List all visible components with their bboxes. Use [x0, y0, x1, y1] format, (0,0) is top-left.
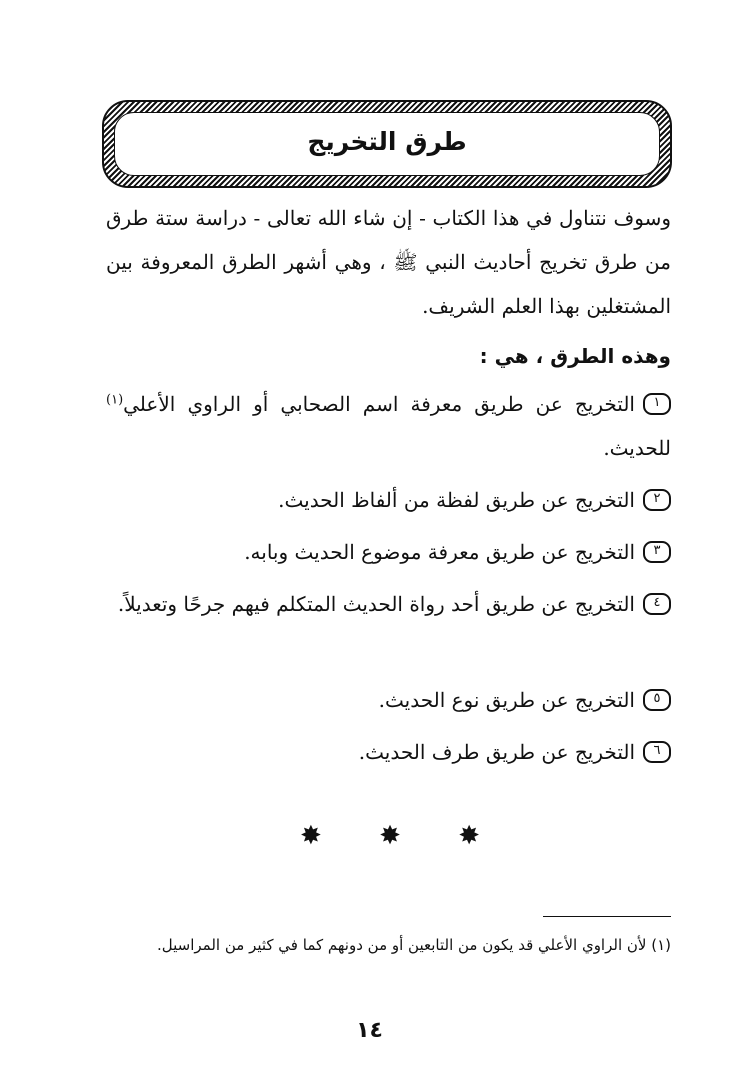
list-item	[106, 730, 671, 774]
footnote-divider	[543, 916, 671, 917]
intro-paragraph: وسوف نتناول في هذا الكتاب - إن شاء الله تعالى - دراسة ستة طرق من طرق تخريج أحاديث النبي ﷺ ، وهي أشهر الطرق المعروفة بين المشتغلين بهذا العلم الشريف.	[106, 206, 671, 318]
page-number: ١٤	[356, 1018, 383, 1043]
star-ornament-icon: ✸	[458, 821, 480, 851]
item-number-badge: ٤	[643, 593, 671, 615]
item-text: التخريج عن طريق معرفة اسم الصحابي أو الراوي الأعلي	[123, 392, 635, 416]
star-ornament-icon: ✸	[300, 821, 322, 851]
title-frame	[114, 112, 660, 176]
item-number-badge: ٥	[643, 689, 671, 711]
page-title: طرق التخريج	[307, 126, 467, 156]
list-item	[106, 382, 671, 470]
item-number-badge: ٢	[643, 489, 671, 511]
item-text: التخريج عن طريق لفظة من ألفاظ الحديث.	[278, 488, 635, 512]
item-text: التخريج عن طريق نوع الحديث.	[378, 688, 635, 712]
list-item	[106, 582, 671, 626]
item-number-badge: ٣	[643, 541, 671, 563]
item-text: التخريج عن طريق معرفة موضوع الحديث وبابه.	[244, 540, 635, 564]
item-text: التخريج عن طريق أحد رواة الحديث المتكلم فيهم جرحًا وتعديلاً.	[117, 592, 635, 616]
footnote-reference[interactable]: (١)	[106, 392, 124, 408]
item-number-badge: ١	[643, 393, 671, 415]
title-banner	[102, 100, 672, 188]
list-item	[106, 678, 671, 722]
star-ornament-icon: ✸	[379, 821, 401, 851]
item-number-badge: ٦	[643, 741, 671, 763]
footnote: (١) لأن الراوي الأعلي قد يكون من التابعين أو من دونهم كما في كثير من المراسيل.	[157, 936, 671, 954]
list-item	[106, 478, 671, 522]
item-text: التخريج عن طريق طرف الحديث.	[358, 740, 635, 764]
item-text-tail: للحديث.	[603, 436, 671, 460]
section-separator	[300, 818, 480, 854]
list-item	[106, 530, 671, 574]
methods-heading: وهذه الطرق ، هي :	[479, 344, 671, 368]
